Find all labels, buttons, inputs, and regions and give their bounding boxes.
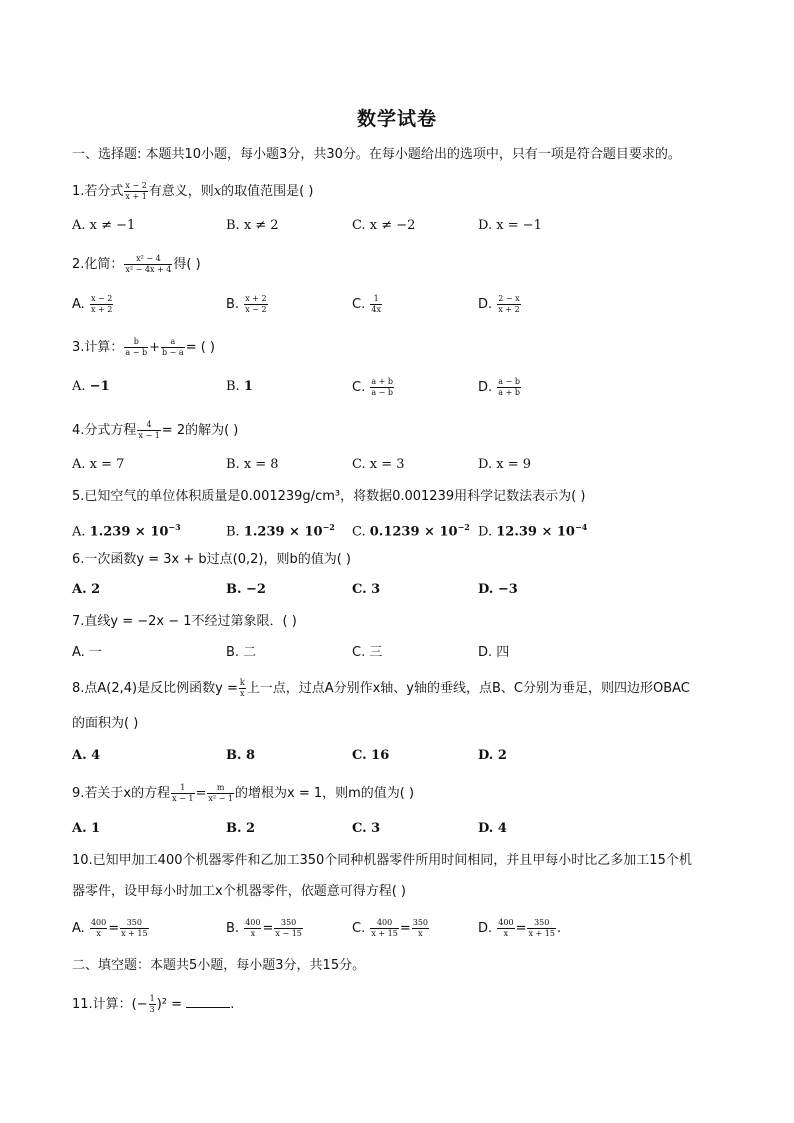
- option-c[interactable]: C. $0.1239 \times 10^{-2}$: [352, 522, 470, 540]
- section-2-heading: 二、填空题：本题共5小题，每小题3分，共15分。: [72, 958, 366, 973]
- option-b[interactable]: B. $\frac{400}{x}$ = $\frac{350}{x - 15}$: [226, 918, 302, 938]
- option-b[interactable]: B. 8: [226, 748, 256, 763]
- question-10: 10.已知甲加工400个机器零件和乙加工350个同种机器零件所用时间相同，并且甲每小时比乙多加工15个机: [72, 853, 692, 868]
- question-2: 2.化简： $\frac{\text{x² − 4}}{\text{x² − 4x + 4}}$ 得( ): [72, 254, 201, 274]
- question-8: 8.点A(2,4)是反比例函数y = $\frac{k}{x}$ 上一点，过点A分别作x轴、y轴的垂线，点B、C分别为垂足，则四边形OBAC: [72, 678, 690, 698]
- question-10-options: [72, 918, 732, 938]
- question-3-options: [72, 377, 732, 397]
- question-1: 1.若分式 $\frac{x - 2}{x + 1}$ 有意义，则x的取值范围是( ): [72, 181, 314, 201]
- question-4: 4.分式方程 $\frac{4}{x - 1}$ = 2的解为( ): [72, 420, 239, 440]
- option-b[interactable]: B. x ≠ 2: [226, 218, 279, 233]
- question-6: 6.一次函数y = 3x + b过点(0,2)，则b的值为( ): [72, 552, 351, 567]
- question-3: 3.计算： $\frac{b}{a - b}$ + $\frac{a}{b - a}$ = ( ): [72, 337, 215, 357]
- fraction: $\frac{x - 2}{x + 1}$: [125, 181, 147, 201]
- question-2-options: [72, 294, 732, 314]
- fraction: $\frac{\text{x² − 4}}{\text{x² − 4x + 4}}$: [125, 254, 172, 274]
- question-5-options: [72, 517, 732, 540]
- option-d[interactable]: D. 四: [478, 645, 510, 660]
- option-c[interactable]: C. x = 3: [352, 457, 405, 472]
- option-a[interactable]: A. 2: [72, 582, 101, 597]
- option-d[interactable]: D. x = 9: [478, 457, 531, 472]
- option-a[interactable]: A. $\frac{400}{x}$ = $\frac{350}{x + 15}$: [72, 918, 148, 938]
- question-7: 7.直线y = −2x − 1不经过第象限．( ): [72, 614, 297, 629]
- option-a[interactable]: A. 1: [72, 821, 101, 836]
- question-9-options: [72, 819, 732, 839]
- question-6-options: [72, 580, 732, 600]
- question-1-options: [72, 216, 732, 236]
- question-10-line-2: 器零件，设甲每小时加工x个机器零件，依题意可得方程( ): [72, 884, 406, 899]
- option-c[interactable]: C. 16: [352, 748, 390, 763]
- option-d[interactable]: D. −3: [478, 582, 518, 597]
- option-d[interactable]: D. $12.39 \times 10^{-4}$: [478, 522, 588, 540]
- option-d[interactable]: D. $\frac{2 - x}{x + 2}$: [478, 294, 520, 314]
- question-11: 11.计算：(− $\frac{1}{3}$ )² = .: [72, 994, 235, 1014]
- option-b[interactable]: B. 2: [226, 821, 256, 836]
- option-c[interactable]: C. 3: [352, 821, 381, 836]
- option-c[interactable]: C. 3: [352, 582, 381, 597]
- option-c[interactable]: C. $\frac{a + b}{a - b}$: [352, 377, 394, 397]
- question-8-line-2: 的面积为( ): [72, 716, 139, 731]
- question-8-options: [72, 746, 732, 766]
- option-d[interactable]: D. $\frac{a - b}{a + b}$: [478, 377, 520, 397]
- option-b[interactable]: B. 1: [226, 379, 253, 394]
- option-d[interactable]: D. $\frac{400}{x}$ = $\frac{350}{x + 15}$ .: [478, 918, 562, 938]
- question-4-options: [72, 455, 732, 475]
- option-c[interactable]: C. $\frac{1}{4x}$: [352, 294, 381, 314]
- answer-blank[interactable]: [186, 995, 230, 1008]
- option-a[interactable]: A. $\frac{x - 2}{x + 2}$: [72, 294, 113, 314]
- option-c[interactable]: C. x ≠ −2: [352, 218, 416, 233]
- option-c[interactable]: C. 三: [352, 645, 383, 660]
- option-a[interactable]: A. x ≠ −1: [72, 218, 136, 233]
- option-d[interactable]: D. 2: [478, 748, 507, 763]
- page-title: 数学试卷: [356, 108, 437, 130]
- option-d[interactable]: D. 4: [478, 821, 507, 836]
- option-a[interactable]: A. 一: [72, 645, 102, 660]
- section-1-heading: 一、选择题: 本题共10小题，每小题3分，共30分。在每小题给出的选项中，只有一项是符合题目要求的。: [72, 147, 681, 162]
- option-b[interactable]: B. $\frac{x + 2}{x - 2}$: [226, 294, 267, 314]
- option-a[interactable]: A. 4: [72, 748, 101, 763]
- question-5: 5.已知空气的单位体积质量是0.001239g/cm³，将数据0.001239用科学记数法表示为( ): [72, 489, 586, 504]
- question-7-options: [72, 643, 732, 663]
- option-b[interactable]: B. −2: [226, 582, 266, 597]
- option-a[interactable]: A. x = 7: [72, 457, 125, 472]
- question-9: 9.若关于x的方程 $\frac{1}{x - 1}$ = $\frac{m}{\text{x² − 1}}$ 的增根为x = 1，则m的值为( ): [72, 783, 415, 803]
- option-d[interactable]: D. x = −1: [478, 218, 542, 233]
- option-c[interactable]: C. $\frac{400}{x + 15}$ = $\frac{350}{x}$: [352, 918, 429, 938]
- option-b[interactable]: B. 二: [226, 645, 257, 660]
- option-a[interactable]: A. −1: [72, 379, 110, 394]
- option-b[interactable]: B. x = 8: [226, 457, 279, 472]
- option-a[interactable]: A. $1.239 \times 10^{-3}$: [72, 522, 181, 540]
- option-b[interactable]: B. $1.239 \times 10^{-2}$: [226, 522, 335, 540]
